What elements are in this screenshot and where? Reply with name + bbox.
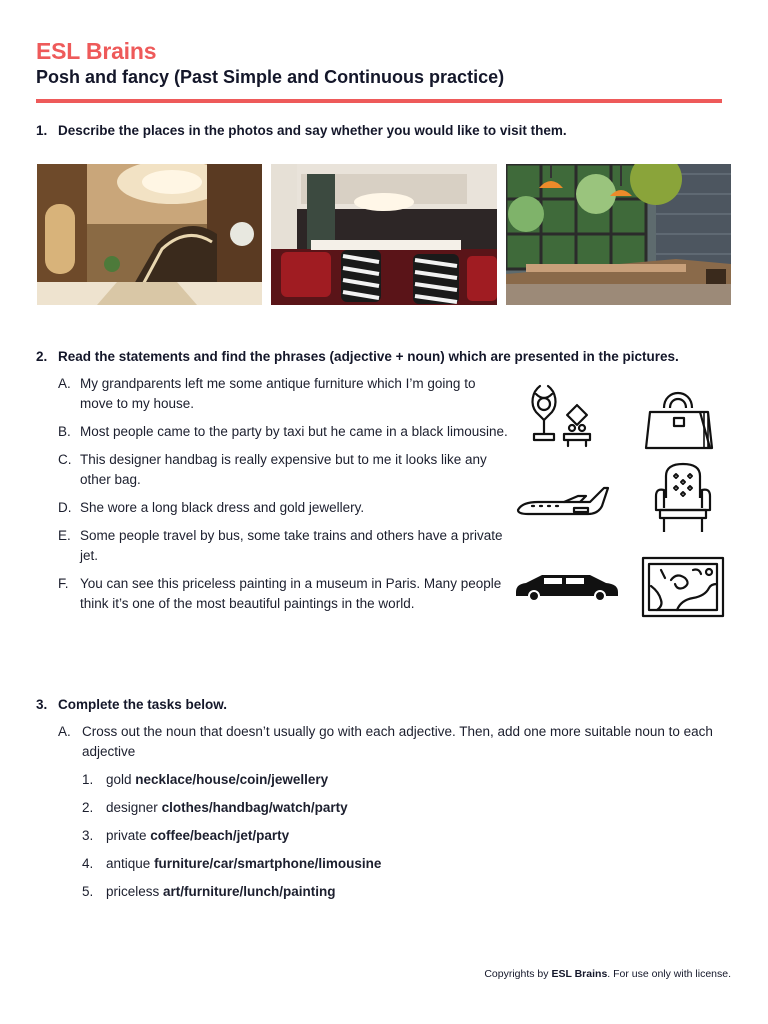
item-number: 3. bbox=[82, 828, 94, 843]
statement-item bbox=[58, 526, 508, 566]
question-3 bbox=[36, 697, 227, 712]
question-text: Read the statements and find the phrases (adjective + noun) which are presented in the pictures. bbox=[58, 349, 679, 364]
photo-strip bbox=[37, 164, 731, 305]
item-nouns: furniture/car/smartphone/limousine bbox=[154, 856, 382, 871]
page-title: Posh and fancy (Past Simple and Continuous practice) bbox=[36, 67, 505, 87]
statement-text: This designer handbag is really expensive but to me it looks like any other bag. bbox=[80, 452, 487, 487]
question-number: 3. bbox=[36, 697, 48, 712]
brand-title: ESL Brains bbox=[36, 38, 157, 64]
list-item bbox=[82, 770, 381, 798]
handbag-icon bbox=[644, 382, 720, 457]
painting-icon bbox=[641, 556, 725, 623]
question-1 bbox=[36, 123, 567, 138]
statement-letter: A. bbox=[58, 376, 71, 391]
footer-suffix: . For use only with license. bbox=[607, 968, 731, 980]
copyright-footer bbox=[484, 968, 731, 980]
jewellery-icon bbox=[522, 382, 598, 455]
list-item bbox=[82, 826, 381, 854]
item-nouns: art/furniture/lunch/painting bbox=[163, 884, 336, 899]
question-text: Describe the places in the photos and say whether you would like to visit them. bbox=[58, 123, 567, 138]
item-adjective: gold bbox=[106, 772, 132, 787]
private-jet-icon bbox=[514, 484, 610, 529]
statement-text: Some people travel by bus, some take trains and others have a private jet. bbox=[80, 528, 503, 563]
question-number: 2. bbox=[36, 349, 48, 364]
list-item bbox=[82, 798, 381, 826]
footer-brand: ESL Brains bbox=[551, 968, 608, 980]
item-adjective: priceless bbox=[106, 884, 160, 899]
statement-letter: B. bbox=[58, 424, 71, 439]
statement-text: My grandparents left me some antique furniture which I’m going to move to my house. bbox=[80, 376, 476, 411]
task-letter: A. bbox=[58, 724, 71, 739]
item-adjective: designer bbox=[106, 800, 158, 815]
task-text: Cross out the noun that doesn’t usually go with each adjective. Then, add one more suitable noun to each adjective bbox=[82, 724, 713, 759]
question-number: 1. bbox=[36, 123, 48, 138]
question-2 bbox=[36, 349, 679, 364]
adjective-noun-list bbox=[82, 770, 381, 910]
item-number: 2. bbox=[82, 800, 94, 815]
item-adjective: antique bbox=[106, 856, 151, 871]
header-divider bbox=[36, 99, 722, 103]
statement-letter: D. bbox=[58, 500, 72, 515]
photo-grand-hall bbox=[37, 164, 262, 305]
item-number: 5. bbox=[82, 884, 94, 899]
statement-letter: E. bbox=[58, 528, 71, 543]
statement-list bbox=[58, 374, 508, 622]
statement-letter: C. bbox=[58, 452, 72, 467]
list-item bbox=[82, 854, 381, 882]
statement-text: Most people came to the party by taxi but he came in a black limousine. bbox=[80, 424, 508, 439]
item-nouns: necklace/house/coin/jewellery bbox=[135, 772, 329, 787]
footer-prefix: Copyrights by bbox=[484, 968, 549, 980]
item-number: 1. bbox=[82, 772, 94, 787]
statement-item bbox=[58, 422, 508, 442]
statement-text: You can see this priceless painting in a museum in Paris. Many people think it’s one of the most beautiful paintings in the world. bbox=[80, 576, 502, 611]
statement-item bbox=[58, 450, 508, 490]
item-number: 4. bbox=[82, 856, 94, 871]
statement-letter: F. bbox=[58, 576, 69, 591]
item-nouns: clothes/handbag/watch/party bbox=[161, 800, 348, 815]
list-item bbox=[82, 882, 381, 910]
statement-item bbox=[58, 574, 508, 614]
statement-text: She wore a long black dress and gold jewellery. bbox=[80, 500, 365, 515]
question-text: Complete the tasks below. bbox=[58, 697, 228, 712]
statement-item bbox=[58, 498, 508, 518]
photo-cafe bbox=[506, 164, 731, 305]
item-adjective: private bbox=[106, 828, 147, 843]
item-nouns: coffee/beach/jet/party bbox=[150, 828, 290, 843]
limousine-icon bbox=[512, 570, 622, 607]
photo-restaurant bbox=[271, 164, 497, 305]
task-a bbox=[58, 722, 728, 762]
armchair-icon bbox=[650, 462, 716, 541]
statement-item bbox=[58, 374, 508, 414]
